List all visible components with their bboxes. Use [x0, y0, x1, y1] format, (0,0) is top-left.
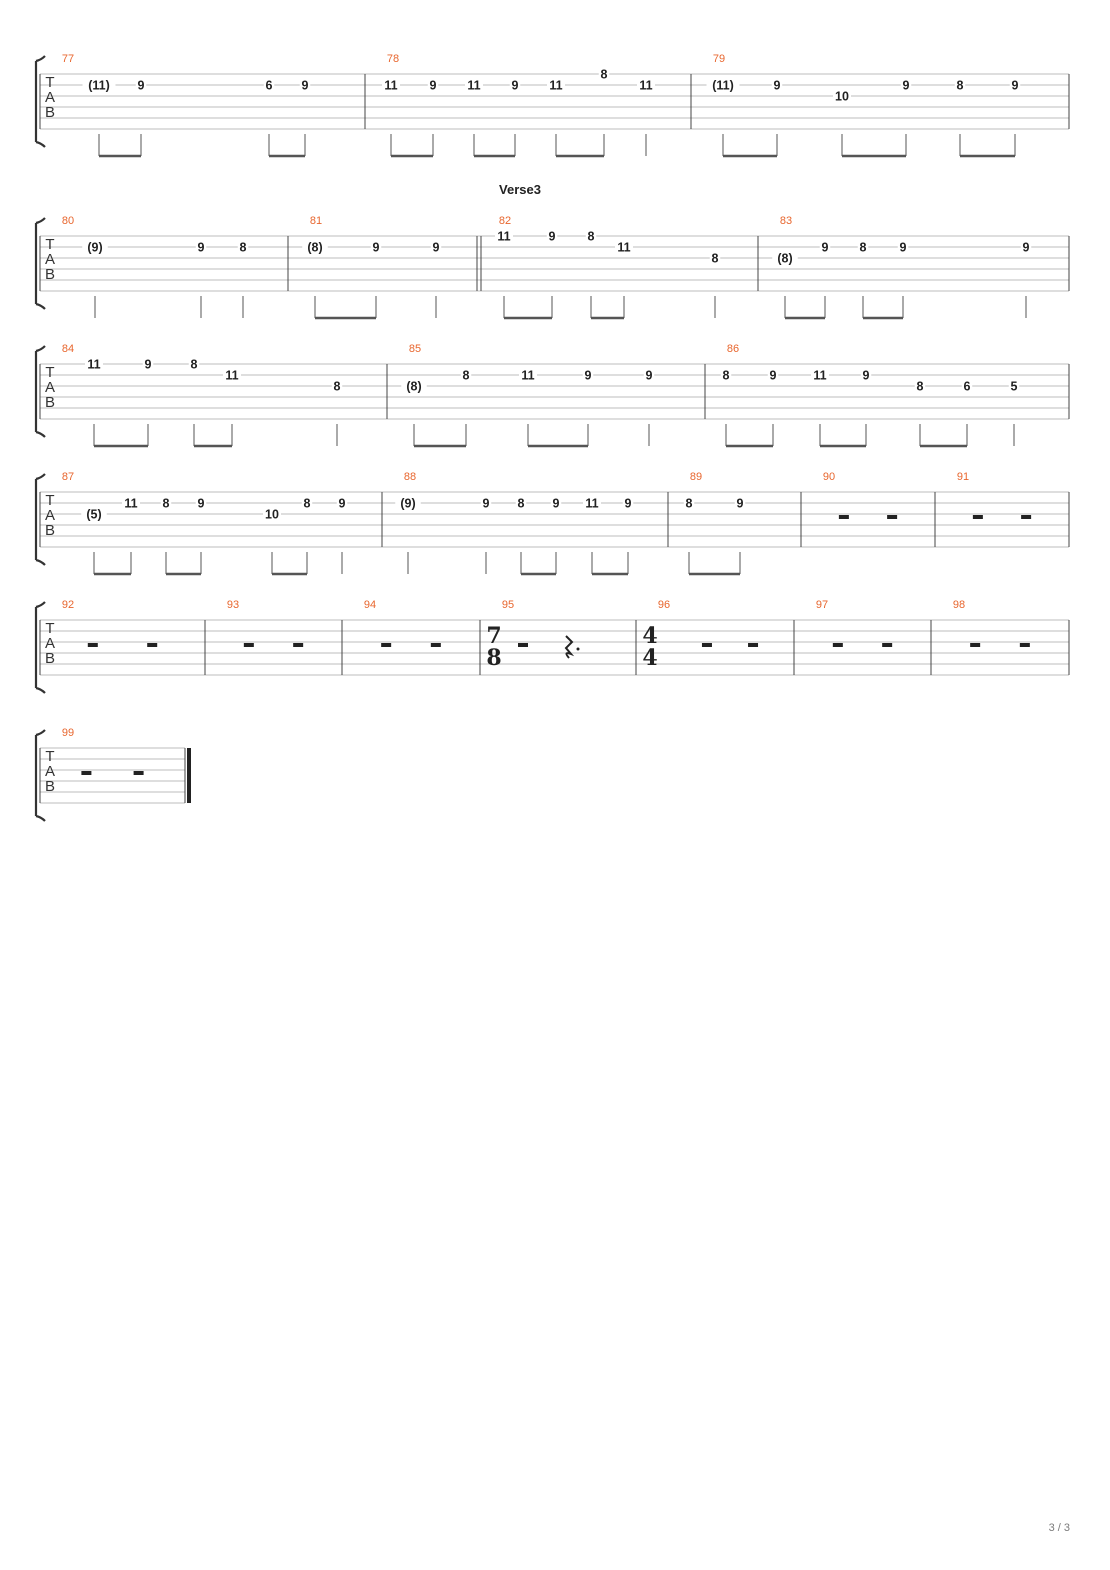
fret-number: 11	[617, 240, 631, 255]
fret-number: 11	[225, 368, 239, 383]
tab-clef-letter: B	[44, 778, 56, 795]
bar-number: 99	[61, 727, 75, 739]
fret-number: 6	[265, 78, 273, 93]
fret-number: 8	[711, 251, 719, 266]
half-rest	[293, 643, 303, 647]
fret-number: 9	[432, 240, 440, 255]
half-rest	[970, 643, 980, 647]
half-rest	[244, 643, 254, 647]
bar-number: 83	[779, 215, 793, 227]
fret-number: 11	[639, 78, 653, 93]
fret-number: 9	[899, 240, 907, 255]
fret-number: (9)	[87, 240, 103, 255]
fret-number: (11)	[712, 78, 734, 93]
fret-number: 8	[239, 240, 247, 255]
tab-clef-letter: A	[44, 635, 56, 652]
half-rest	[748, 643, 758, 647]
fret-number: 8	[190, 357, 198, 372]
fret-number: 9	[862, 368, 870, 383]
fret-number: 11	[585, 496, 599, 511]
fret-number: 8	[462, 368, 470, 383]
fret-number: 8	[722, 368, 730, 383]
fret-number: 11	[813, 368, 827, 383]
fret-number: 11	[497, 229, 511, 244]
time-signature-denominator: 8	[486, 645, 502, 671]
tab-clef-letter: B	[44, 522, 56, 539]
fret-number: 9	[548, 229, 556, 244]
fret-number: 9	[584, 368, 592, 383]
fret-number: 8	[916, 379, 924, 394]
half-rest	[518, 643, 528, 647]
section-marker-verse3: Verse3	[499, 182, 541, 197]
bar-number: 77	[61, 53, 75, 65]
half-rest	[833, 643, 843, 647]
fret-number: 9	[773, 78, 781, 93]
fret-number: 9	[338, 496, 346, 511]
tab-clef-letter: A	[44, 89, 56, 106]
bar-number: 96	[657, 599, 671, 611]
half-rest	[887, 515, 897, 519]
half-rest	[973, 515, 983, 519]
fret-number: 8	[956, 78, 964, 93]
fret-number: 9	[1011, 78, 1019, 93]
time-signature-numerator: 4	[642, 623, 658, 649]
tab-clef-letter: A	[44, 763, 56, 780]
fret-number: 9	[821, 240, 829, 255]
fret-number: 9	[552, 496, 560, 511]
fret-number: 11	[87, 357, 101, 372]
half-rest	[839, 515, 849, 519]
bar-number: 89	[689, 471, 703, 483]
bar-number: 90	[822, 471, 836, 483]
fret-number: 9	[137, 78, 145, 93]
half-rest	[134, 771, 144, 775]
quarter-rest	[566, 636, 572, 658]
fret-number: 8	[517, 496, 525, 511]
fret-number: (8)	[307, 240, 323, 255]
tab-clef-letter: T	[45, 620, 55, 637]
tab-clef-letter: T	[45, 74, 55, 91]
fret-number: 11	[384, 78, 398, 93]
half-rest	[1020, 643, 1030, 647]
fret-number: 9	[769, 368, 777, 383]
bar-number: 91	[956, 471, 970, 483]
bar-number: 87	[61, 471, 75, 483]
bar-number: 92	[61, 599, 75, 611]
fret-number: 9	[482, 496, 490, 511]
bar-number: 94	[363, 599, 377, 611]
fret-number: 11	[549, 78, 563, 93]
fret-number: 9	[1022, 240, 1030, 255]
bar-number: 78	[386, 53, 400, 65]
fret-number: 11	[467, 78, 481, 93]
fret-number: 9	[736, 496, 744, 511]
bar-number: 97	[815, 599, 829, 611]
tab-clef-letter: B	[44, 104, 56, 121]
fret-number: 8	[162, 496, 170, 511]
fret-number: 8	[685, 496, 693, 511]
fret-number: 10	[265, 507, 279, 522]
page-number: 3 / 3	[1048, 1522, 1070, 1534]
fret-number: 8	[333, 379, 341, 394]
tab-clef-letter: A	[44, 379, 56, 396]
rest-dot	[577, 648, 580, 651]
bar-number: 79	[712, 53, 726, 65]
time-signature-denominator: 4	[642, 645, 658, 671]
tab-clef-letter: A	[44, 251, 56, 268]
bar-number: 88	[403, 471, 417, 483]
half-rest	[381, 643, 391, 647]
bar-number: 81	[309, 215, 323, 227]
fret-number: 8	[303, 496, 311, 511]
half-rest	[81, 771, 91, 775]
fret-number: 9	[624, 496, 632, 511]
bar-number: 93	[226, 599, 240, 611]
half-rest	[1021, 515, 1031, 519]
half-rest	[147, 643, 157, 647]
fret-number: (5)	[86, 507, 102, 522]
fret-number: 9	[645, 368, 653, 383]
bar-number: 84	[61, 343, 75, 355]
fret-number: (11)	[88, 78, 110, 93]
tab-clef-letter: B	[44, 650, 56, 667]
fret-number: 9	[301, 78, 309, 93]
tab-clef-letter: T	[45, 748, 55, 765]
bar-number: 82	[498, 215, 512, 227]
fret-number: (8)	[777, 251, 793, 266]
tab-clef-letter: B	[44, 266, 56, 283]
fret-number: 9	[902, 78, 910, 93]
bar-number: 85	[408, 343, 422, 355]
fret-number: 11	[521, 368, 535, 383]
fret-number: (9)	[400, 496, 416, 511]
bar-number: 86	[726, 343, 740, 355]
tab-clef-letter: T	[45, 236, 55, 253]
tab-clef-letter: A	[44, 507, 56, 524]
fret-number: 11	[124, 496, 138, 511]
time-signature-numerator: 7	[486, 623, 502, 649]
half-rest	[88, 643, 98, 647]
tab-clef-letter: T	[45, 492, 55, 509]
fret-number: 8	[587, 229, 595, 244]
bar-number: 95	[501, 599, 515, 611]
fret-number: 6	[963, 379, 971, 394]
fret-number: 9	[511, 78, 519, 93]
half-rest	[882, 643, 892, 647]
fret-number: 8	[600, 67, 608, 82]
fret-number: 9	[144, 357, 152, 372]
fret-number: 9	[197, 496, 205, 511]
bar-number: 98	[952, 599, 966, 611]
fret-number: 9	[372, 240, 380, 255]
fret-number: 9	[429, 78, 437, 93]
fret-number: 5	[1010, 379, 1018, 394]
half-rest	[702, 643, 712, 647]
fret-number: 9	[197, 240, 205, 255]
half-rest	[431, 643, 441, 647]
tab-clef-letter: B	[44, 394, 56, 411]
bar-number: 80	[61, 215, 75, 227]
tab-clef-letter: T	[45, 364, 55, 381]
fret-number: (8)	[406, 379, 422, 394]
fret-number: 10	[835, 89, 849, 104]
fret-number: 8	[859, 240, 867, 255]
